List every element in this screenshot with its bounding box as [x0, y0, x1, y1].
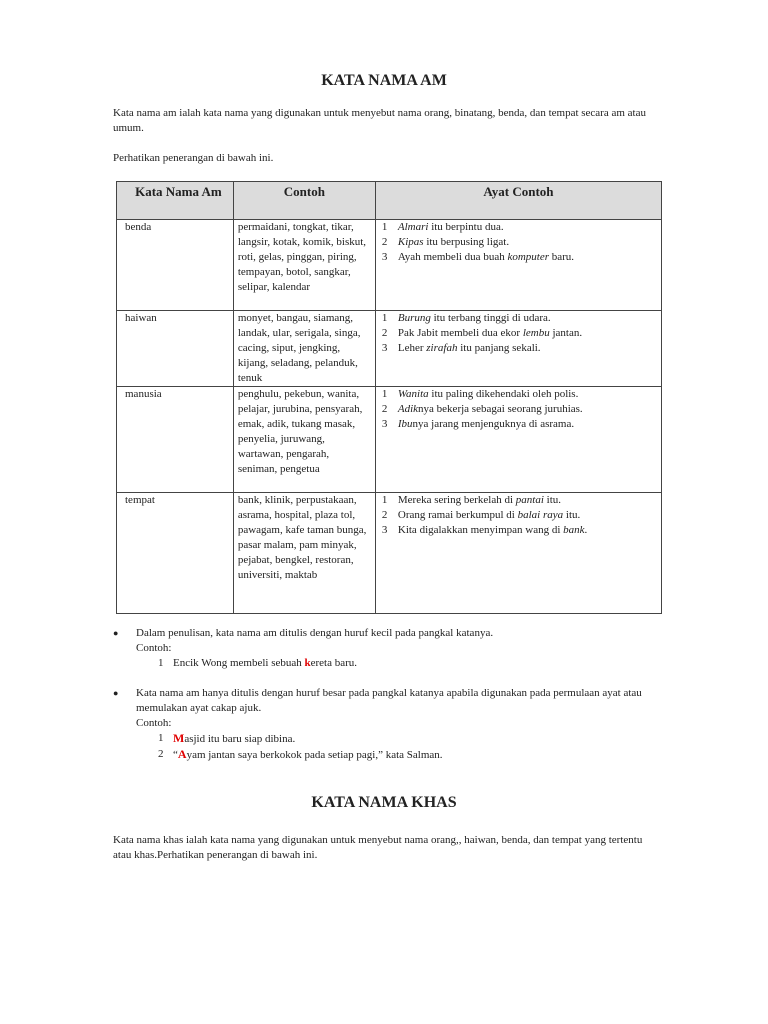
- bullet-dot-icon: ●: [113, 628, 119, 638]
- sentence-item: 3 Leher zirafah itu panjang sekali.: [381, 342, 541, 354]
- highlight-letter: A: [177, 747, 187, 761]
- noun-examples: penghulu, pekebun, wanita, pelajar, jurubina, pensyarah, emak, adik, tukang masak, penyelia, juruwang, wartawan, pengarah, seniman, pengetua: [233, 387, 375, 493]
- intro-paragraph: Kata nama am ialah kata nama yang digunakan untuk menyebut nama orang, binatang, benda, dan tempat secara am atau umum.: [113, 107, 646, 134]
- sentence-item: 3 Ayah membeli dua buah komputer baru.: [381, 251, 575, 263]
- sentence-item: 2 Pak Jabit membeli dua ekor lembu jantan.: [381, 327, 583, 339]
- table-row: [117, 387, 662, 493]
- column-header: Kata Nama Am: [117, 182, 234, 220]
- noun-table: [116, 181, 662, 614]
- intro-paragraph: Kata nama khas ialah kata nama yang digunakan untuk menyebut nama orang,, haiwan, benda, dan tempat yang tertentu atau khas.Perhatikan penerangan di bawah ini.: [113, 834, 643, 861]
- sentence-item: 1 Wanita itu paling dikehendaki oleh polis.: [381, 388, 579, 400]
- table-row: [117, 311, 662, 387]
- sentence-item: 1 Almari itu berpintu dua.: [381, 221, 504, 233]
- section-title: KATA NAMA AM: [321, 72, 447, 89]
- highlight-letter: k: [304, 657, 311, 669]
- example-label: Contoh:: [136, 717, 172, 729]
- column-header: Contoh: [233, 182, 375, 220]
- noun-examples: monyet, bangau, siamang, landak, ular, serigala, singa, cacing, siput, jengking, kijang, seladang, pelanduk, tenuk: [233, 311, 375, 387]
- example-sentences: [375, 387, 661, 493]
- sentence-item: 1 Mereka sering berkelah di pantai itu.: [381, 494, 562, 506]
- noun-kind: tempat: [117, 493, 234, 614]
- noun-kind: haiwan: [117, 311, 234, 387]
- example-line: 2 “Ayam jantan saya berkokok pada setiap pagi,” kata Salman.: [158, 747, 443, 761]
- example-line: 1 Encik Wong membeli sebuah kereta baru.: [158, 657, 358, 669]
- example-line: 1 Masjid itu baru siap dibina.: [158, 731, 296, 745]
- bullet-text: Dalam penulisan, kata nama am ditulis dengan huruf kecil pada pangkal katanya.: [136, 627, 494, 639]
- table-row: [117, 220, 662, 311]
- sentence-item: 2 Kipas itu berpusing ligat.: [381, 236, 510, 248]
- sentence-item: 3 Ibunya jarang menjenguknya di asrama.: [381, 418, 575, 430]
- example-sentences: [375, 311, 661, 387]
- bullet-text: Kata nama am hanya ditulis dengan huruf besar pada pangkal katanya apabila digunakan pada permulaan ayat atau memulakan ayat cakap ajuk.: [136, 687, 642, 714]
- column-header: Ayat Contoh: [375, 182, 661, 220]
- bullet-item: [113, 626, 673, 671]
- example-label: Contoh:: [136, 642, 172, 654]
- example-sentences: [375, 220, 661, 311]
- noun-kind: manusia: [117, 387, 234, 493]
- bullet-item: [113, 686, 673, 763]
- sentence-item: 2 Adiknya bekerja sebagai seorang juruhias.: [381, 403, 583, 415]
- bullet-dot-icon: ●: [113, 688, 119, 698]
- note-paragraph: Perhatikan penerangan di bawah ini.: [113, 152, 274, 164]
- sentence-item: 3 Kita digalakkan menyimpan wang di bank.: [381, 524, 588, 536]
- table-row: [117, 493, 662, 614]
- noun-kind: benda: [117, 220, 234, 311]
- noun-examples: bank, klinik, perpustakaan, asrama, hospital, plaza tol, pawagam, kafe taman bunga, pasar malam, pam minyak, pejabat, bengkel, restoran, universiti, maktab: [233, 493, 375, 614]
- example-sentences: [375, 493, 661, 614]
- section-title: KATA NAMA KHAS: [311, 794, 457, 811]
- noun-examples: permaidani, tongkat, tikar, langsir, kotak, komik, biskut, roti, gelas, pinggan, piring, tempayan, botol, sangkar, selipar, kalendar: [233, 220, 375, 311]
- highlight-letter: M: [173, 731, 185, 745]
- table-header-row: [117, 182, 662, 220]
- sentence-item: 2 Orang ramai berkumpul di balai raya itu.: [381, 509, 581, 521]
- sentence-item: 1 Burung itu terbang tinggi di udara.: [381, 312, 551, 324]
